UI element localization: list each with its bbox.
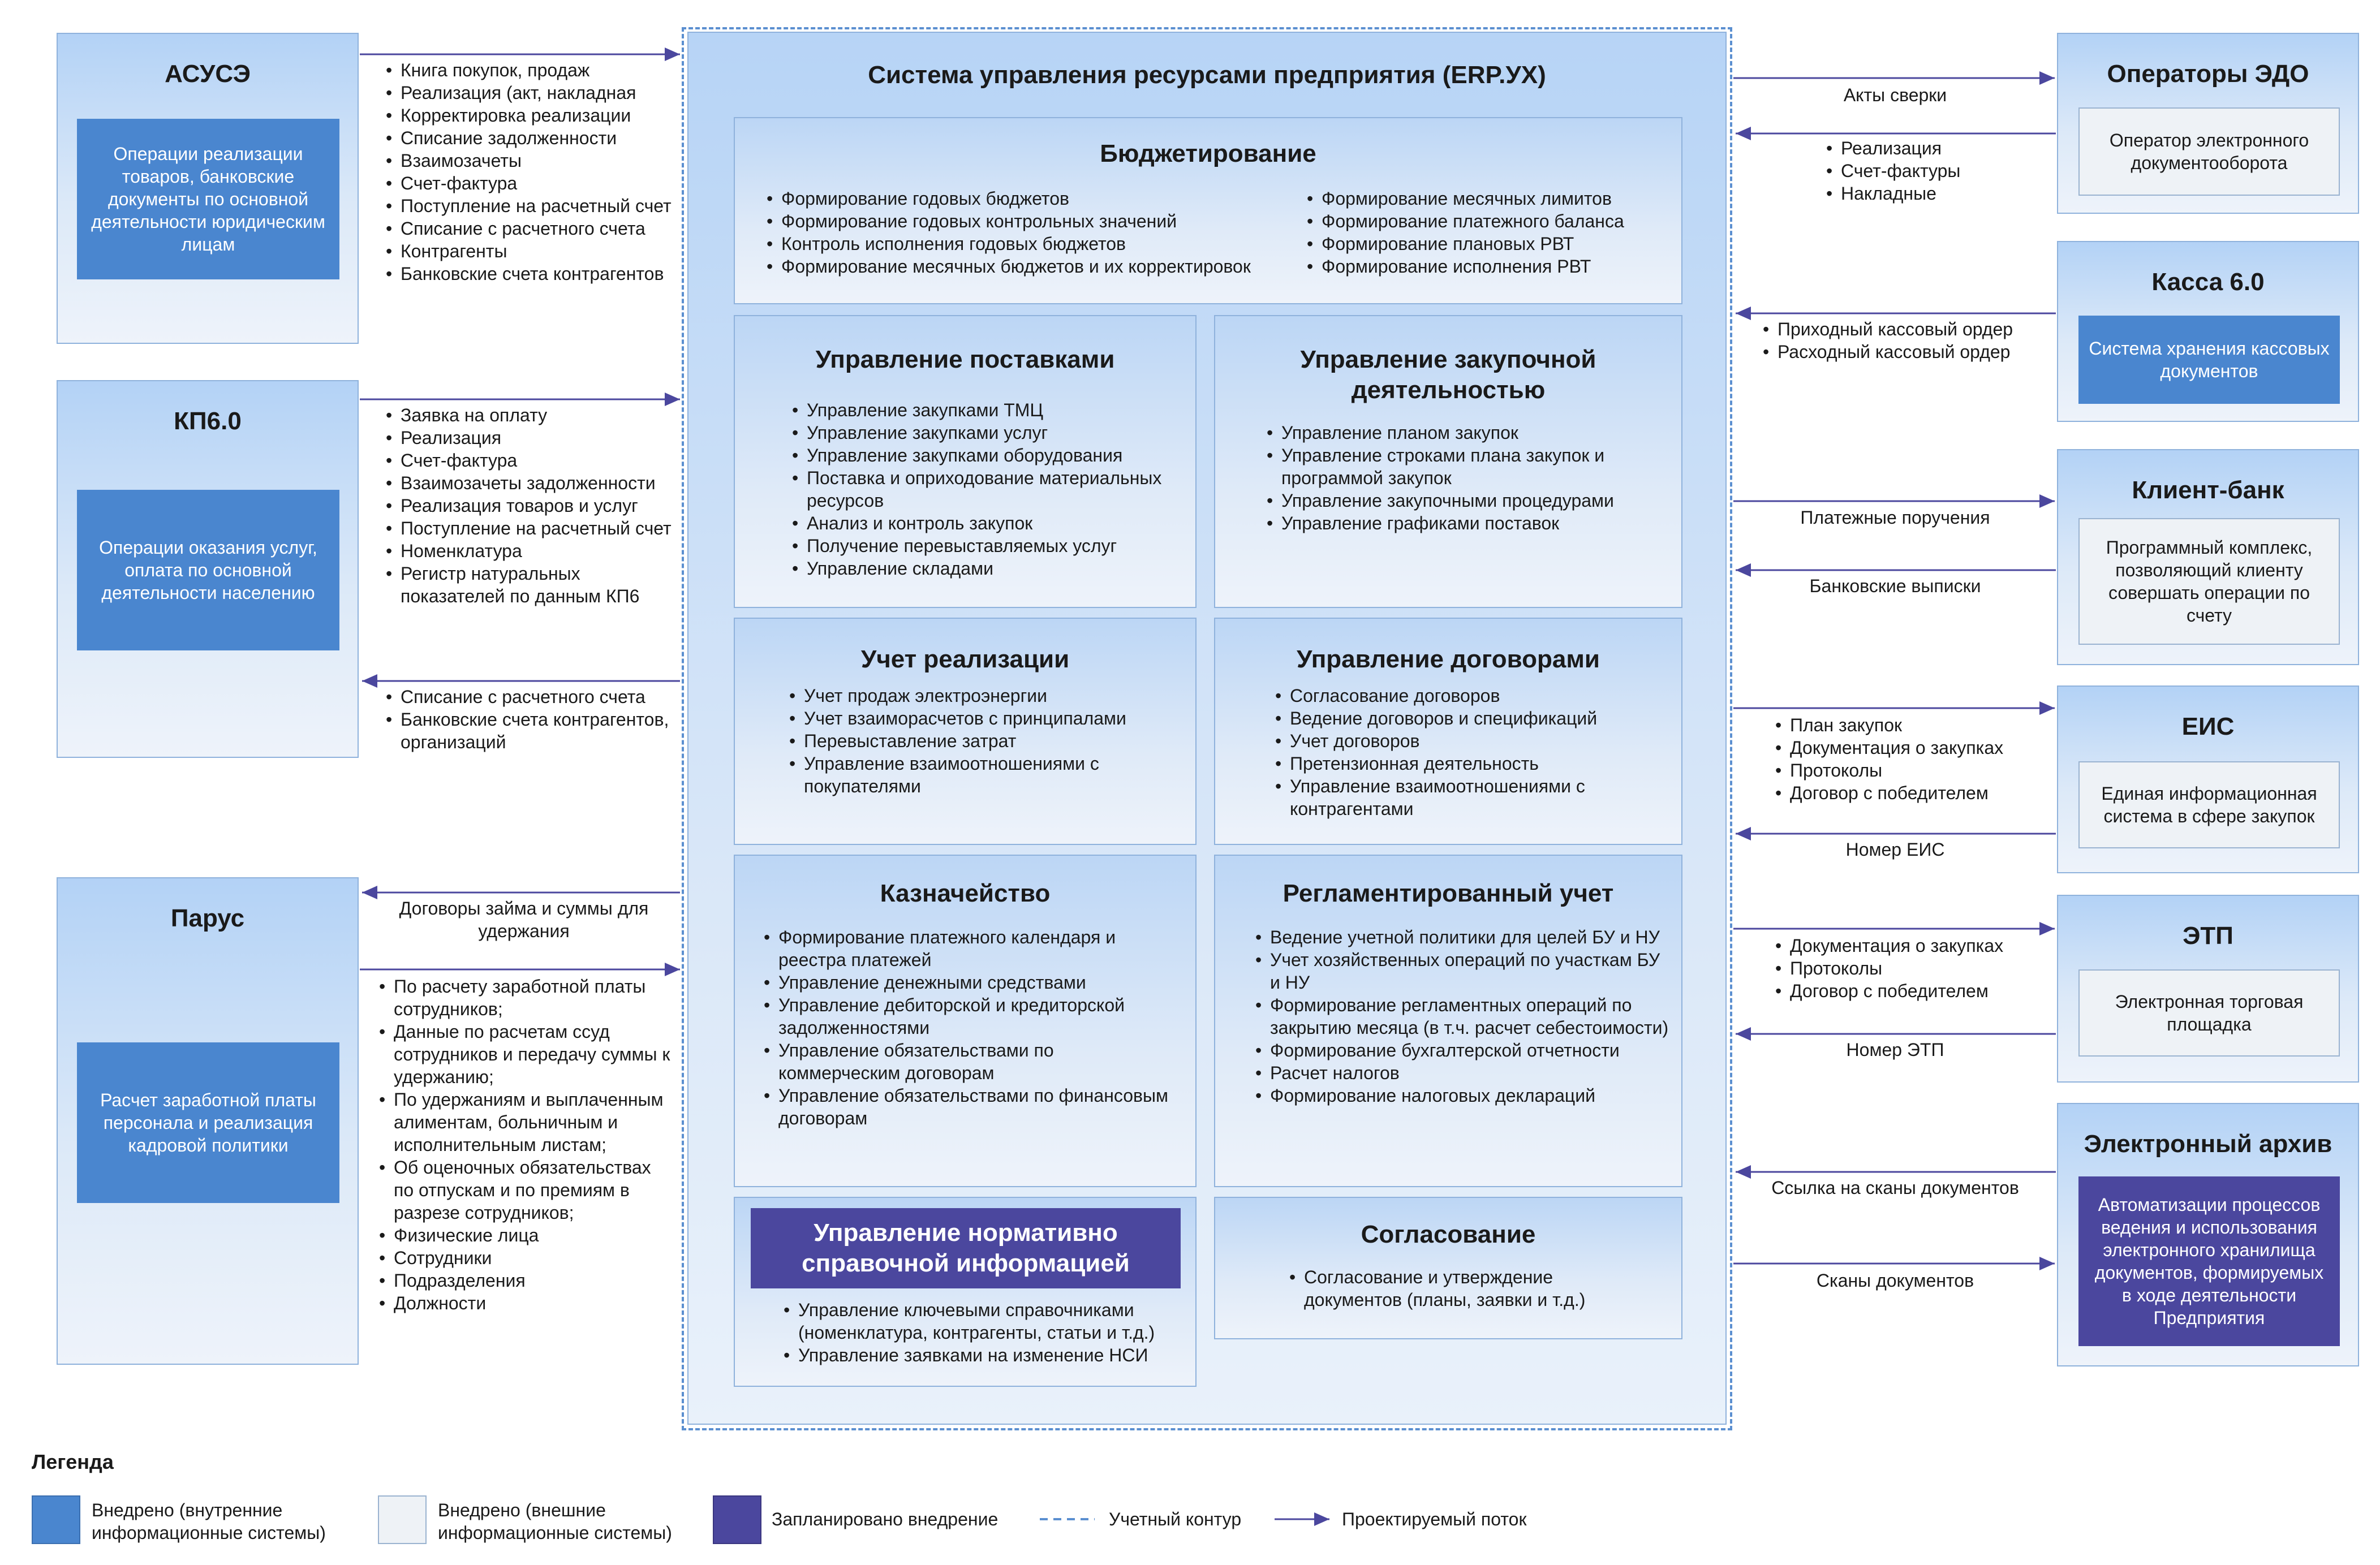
list-item: • Формирование годовых бюджетов xyxy=(763,187,1284,210)
erp-title: Система управления ресурсами предприятия (ERP.УХ) xyxy=(868,61,1546,89)
list-item: • Взаимозачеты задолженности xyxy=(382,472,677,494)
list-item: • Управление закупками ТМЦ xyxy=(789,399,1185,421)
list-item: • Учет хозяйственных операций по участкам БУ и НУ xyxy=(1252,949,1671,994)
list-item: • Физические лица xyxy=(376,1224,675,1247)
flow-erp-to-edo: Акты сверки xyxy=(1843,85,1947,105)
system-kp6-title: КП6.0 xyxy=(174,407,242,435)
system-kassa-desc: Система хранения кассовых документов xyxy=(2078,316,2340,404)
list-item: • По удержаниям и выплаченным алиментам, больничным и исполнительным листам; xyxy=(376,1088,675,1156)
list-item: • Управление закупками услуг xyxy=(789,421,1185,444)
list-item: • Книга покупок, продаж xyxy=(382,59,677,81)
list-item: • Списание с расчетного счета xyxy=(382,217,677,240)
module-approval-title: Согласование xyxy=(1361,1221,1536,1248)
list-item: • Корректировка реализации xyxy=(382,104,677,127)
list-item: • Претензионная деятельность xyxy=(1272,752,1668,775)
list-item: • По расчету заработной платы сотрудников; xyxy=(376,975,675,1020)
list-item: • Сотрудники xyxy=(376,1247,675,1269)
list-item: • Формирование месячных лимитов xyxy=(1303,187,1671,210)
list-item: • Документация о закупках xyxy=(1772,736,2055,759)
list-item: • Документация о закупках xyxy=(1772,934,2055,957)
list-item: • Управление заявками на изменение НСИ xyxy=(780,1344,1187,1366)
list-item: • Списание с расчетного счета xyxy=(382,686,677,708)
flow-erp-to-archive: Сканы документов xyxy=(1816,1270,1974,1291)
list-item: • Банковские счета контрагентов xyxy=(382,262,677,285)
list-item: • Согласование договоров xyxy=(1272,684,1668,707)
list-item: • Формирование платежного баланса xyxy=(1303,210,1671,232)
system-eis-title: ЕИС xyxy=(2181,713,2235,740)
list-item: • Управление взаимоотношениями с контрагентами xyxy=(1272,775,1668,820)
flow-erp-to-clientbank: Платежные поручения xyxy=(1800,507,1990,528)
list-item: • Управление складами xyxy=(789,557,1185,580)
legend-flow-text: Проектируемый поток xyxy=(1342,1509,1527,1529)
list-item: • Контрагенты xyxy=(382,240,677,262)
list-item: • Управление строками плана закупок и программой закупок xyxy=(1263,444,1659,489)
list-item: • Регистр натуральных показателей по данным КП6 xyxy=(382,562,677,607)
list-item: • Управление закупочными процедурами xyxy=(1263,489,1659,512)
module-sales-title: Учет реализации xyxy=(860,645,1070,673)
legend-planned-swatch xyxy=(713,1495,761,1544)
list-item: • Формирование месячных бюджетов и их корректировок xyxy=(763,255,1284,278)
module-supply-title: Управление поставками xyxy=(815,346,1115,373)
list-item: • Управление графиками поставок xyxy=(1263,512,1659,534)
list-item: • Расходный кассовый ордер xyxy=(1759,340,2042,363)
list-item: • Управление ключевыми справочниками (номенклатура, контрагенты, статьи и т.д.) xyxy=(780,1299,1187,1344)
list-item: • Управление планом закупок xyxy=(1263,421,1659,444)
list-item: • Поступление на расчетный счет xyxy=(382,517,677,540)
module-nsi-title: Управление нормативно справочной информацией xyxy=(751,1208,1181,1288)
list-item: • Формирование исполнения РВТ xyxy=(1303,255,1671,278)
list-item: • Учет договоров xyxy=(1272,730,1668,752)
system-etp-title: ЭТП xyxy=(2183,922,2233,950)
list-item: • Протоколы xyxy=(1772,957,2055,980)
list-item: • Учет продаж электроэнергии xyxy=(786,684,1182,707)
list-item: • Взаимозачеты xyxy=(382,149,677,172)
list-item: • Расчет налогов xyxy=(1252,1062,1671,1084)
list-item: • Поступление на расчетный счет xyxy=(382,195,677,217)
system-edo-title: Операторы ЭДО xyxy=(2107,60,2309,88)
module-contracts-title: Управление договорами xyxy=(1297,645,1600,673)
list-item: • Формирование регламентных операций по закрытию месяца (в т.ч. расчет себестоимости) xyxy=(1252,994,1671,1039)
list-item: • Подразделения xyxy=(376,1269,675,1292)
system-parus-title: Парус xyxy=(170,904,245,932)
module-procurement-title: Управление закупочной деятельностью xyxy=(1300,346,1596,404)
legend-internal-text: Внедрено (внутренние информационные системы) xyxy=(92,1500,326,1543)
system-kassa-title: Касса 6.0 xyxy=(2151,268,2265,296)
list-item: • План закупок xyxy=(1772,714,2055,736)
list-item: • Приходный кассовый ордер xyxy=(1759,318,2042,340)
flow-etp-to-erp: Номер ЭТП xyxy=(1846,1040,1944,1060)
list-item: • Формирование плановых РВТ xyxy=(1303,232,1671,255)
list-item: • Счет-фактура xyxy=(382,172,677,195)
system-parus-desc: Расчет заработной платы персонала и реализация кадровой политики xyxy=(77,1042,339,1203)
system-asuse-desc: Операции реализации товаров, банковские документы по основной деятельности юридическим лицам xyxy=(77,119,339,279)
legend-internal-swatch xyxy=(32,1495,80,1544)
list-item: • Реализация xyxy=(382,426,677,449)
legend-planned-text: Запланировано внедрение xyxy=(772,1509,999,1529)
list-item: • Управление обязательствами по коммерческим договорам xyxy=(760,1039,1179,1084)
legend-title: Легенда xyxy=(32,1450,114,1473)
flow-erp-to-parus: Договоры займа и суммы для удержания xyxy=(399,898,649,941)
list-item: • Формирование платежного календаря и реестра платежей xyxy=(760,926,1179,971)
list-item: • Должности xyxy=(376,1292,675,1314)
list-item: • Перевыставление затрат xyxy=(786,730,1182,752)
flow-clientbank-to-erp: Банковские выписки xyxy=(1809,576,1981,596)
list-item: • Согласование и утверждение документов (планы, заявки и т.д.) xyxy=(1286,1266,1625,1311)
list-item: • Договор с победителем xyxy=(1772,980,2055,1002)
list-item: • Получение перевыставляемых услуг xyxy=(789,534,1185,557)
system-kp6-desc: Операции оказания услуг, оплата по основной деятельности населению xyxy=(77,490,339,650)
system-clientbank-title: Клиент-банк xyxy=(2132,476,2284,504)
list-item: • Ведение договоров и спецификаций xyxy=(1272,707,1668,730)
list-item: • Анализ и контроль закупок xyxy=(789,512,1185,534)
list-item: • Банковские счета контрагентов, организаций xyxy=(382,708,677,753)
list-item: • Контроль исполнения годовых бюджетов xyxy=(763,232,1284,255)
list-item: • Счет-фактура xyxy=(382,449,677,472)
list-item: • Об оценочных обязательствах по отпускам и по премиям в разрезе сотрудников; xyxy=(376,1156,675,1224)
system-archive-title: Электронный архив xyxy=(2084,1130,2332,1158)
list-item: • Управление обязательствами по финансовым договорам xyxy=(760,1084,1179,1129)
legend-external-swatch xyxy=(378,1495,427,1544)
list-item: • Заявка на оплату xyxy=(382,404,677,426)
system-edo-desc: Оператор электронного документооборота xyxy=(2078,107,2340,196)
module-treasury-title: Казначейство xyxy=(880,879,1051,907)
list-item: • Формирование налоговых деклараций xyxy=(1252,1084,1671,1107)
system-clientbank-desc: Программный комплекс, позволяющий клиенту совершать операции по счету xyxy=(2078,518,2340,645)
system-archive-desc: Автоматизации процессов ведения и использования электронного хранилища документов, формируемых в ходе деятельности Предприятия xyxy=(2078,1176,2340,1346)
list-item: • Накладные xyxy=(1823,182,2038,205)
list-item: • Ведение учетной политики для целей БУ и НУ xyxy=(1252,926,1671,949)
legend-external-text: Внедрено (внешние информационные системы) xyxy=(438,1500,672,1543)
list-item: • Учет взаиморасчетов с принципалами xyxy=(786,707,1182,730)
system-etp-desc: Электронная торговая площадка xyxy=(2078,969,2340,1057)
list-item: • Счет-фактуры xyxy=(1823,159,2038,182)
legend-contour-text: Учетный контур xyxy=(1109,1509,1242,1529)
list-item: • Управление дебиторской и кредиторской задолженностями xyxy=(760,994,1179,1039)
list-item: • Реализация xyxy=(1823,137,2038,159)
list-item: • Управление взаимоотношениями с покупателями xyxy=(786,752,1182,797)
list-item: • Формирование годовых контрольных значений xyxy=(763,210,1284,232)
list-item: • Формирование бухгалтерской отчетности xyxy=(1252,1039,1671,1062)
list-item: • Реализация товаров и услуг xyxy=(382,494,677,517)
list-item: • Номенклатура xyxy=(382,540,677,562)
system-asuse-title: АСУСЭ xyxy=(165,60,251,88)
list-item: • Управление закупками оборудования xyxy=(789,444,1185,467)
list-item: • Данные по расчетам ссуд сотрудников и передачу суммы к удержанию; xyxy=(376,1020,675,1088)
list-item: • Договор с победителем xyxy=(1772,782,2055,804)
list-item: • Управление денежными средствами xyxy=(760,971,1179,994)
flow-archive-to-erp: Ссылка на сканы документов xyxy=(1771,1178,2019,1198)
list-item: • Поставка и оприходование материальных ресурсов xyxy=(789,467,1185,512)
system-eis-desc: Единая информационная система в сфере закупок xyxy=(2078,761,2340,848)
list-item: • Реализация (акт, накладная xyxy=(382,81,677,104)
module-budgeting-title: Бюджетирование xyxy=(1100,140,1316,167)
list-item: • Списание задолженности xyxy=(382,127,677,149)
flow-eis-to-erp: Номер ЕИС xyxy=(1845,839,1945,860)
module-regulated-title: Регламентированный учет xyxy=(1282,879,1614,907)
list-item: • Протоколы xyxy=(1772,759,2055,782)
